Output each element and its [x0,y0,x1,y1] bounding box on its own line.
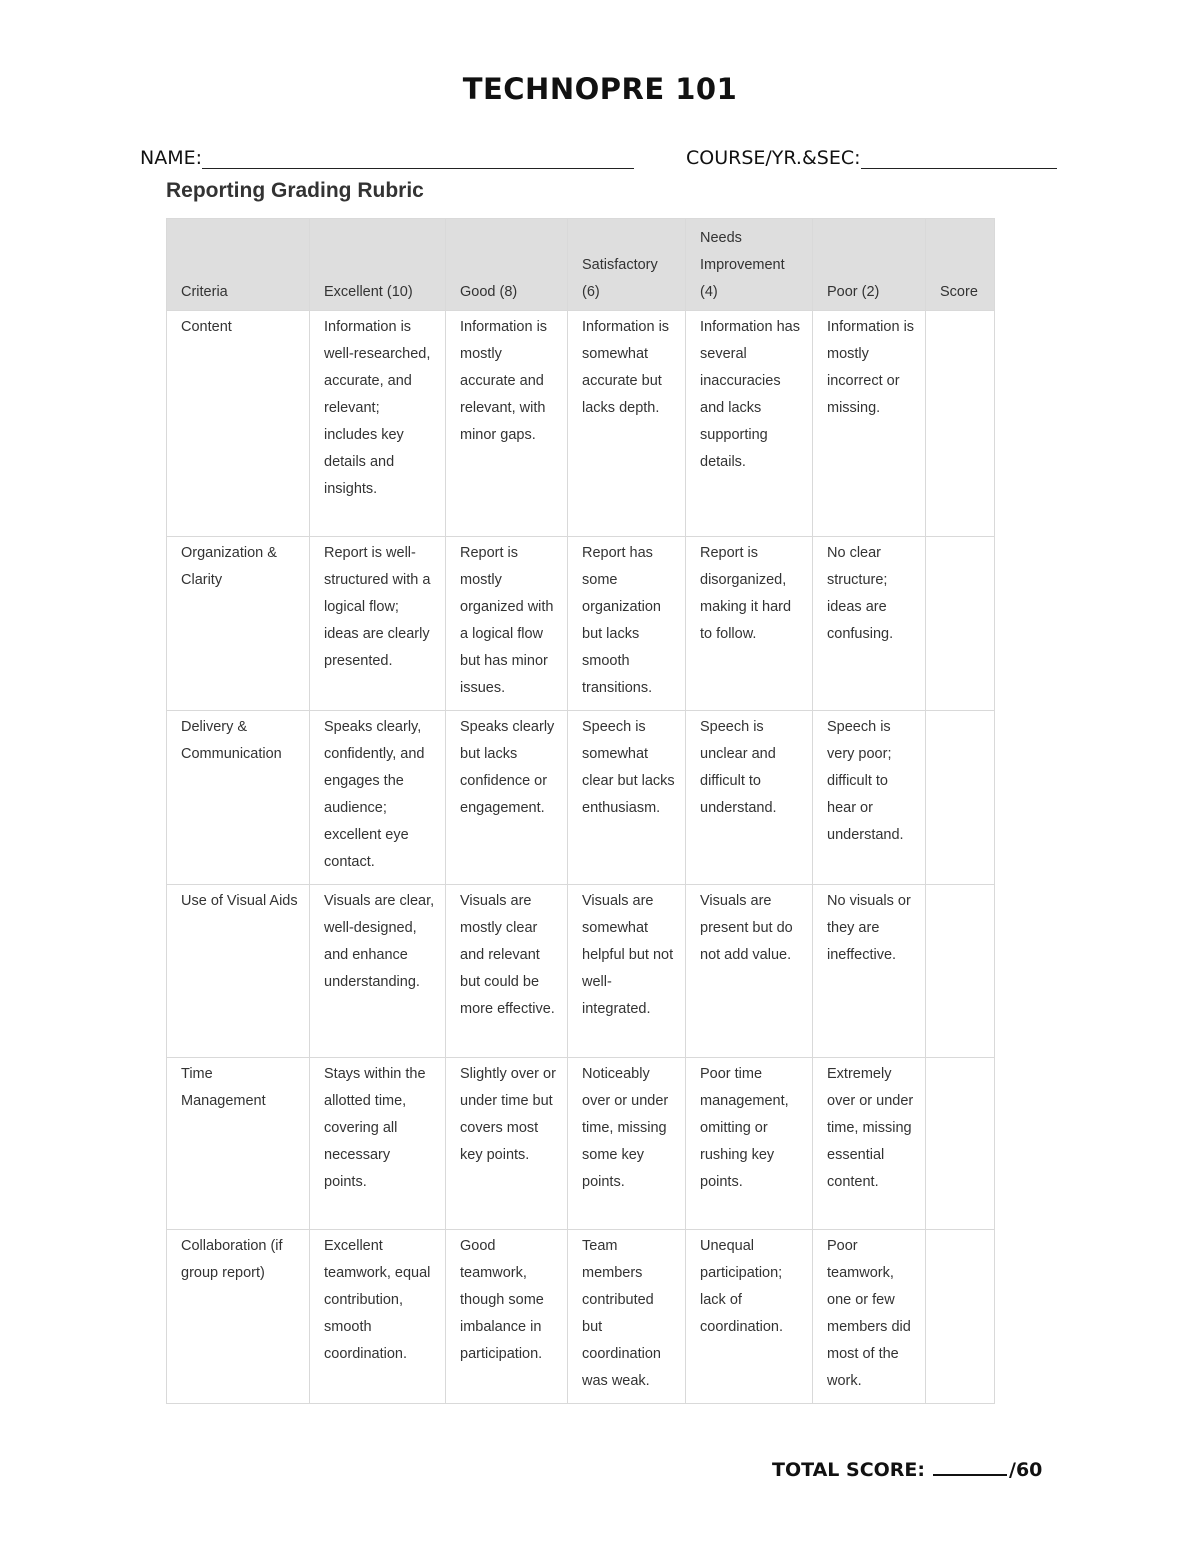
criteria-cell: Use of Visual Aids [167,885,310,1058]
excellent-cell: Speaks clearly, confidently, and engages the audience; excellent eye contact. [310,711,446,885]
rubric-heading: Reporting Grading Rubric [166,179,424,202]
excellent-cell: Information is well-researched, accurate, and relevant; includes key details and insights. [310,311,446,537]
header-row [167,219,995,311]
header-poor: Poor (2) [813,219,926,311]
score-cell[interactable] [926,311,995,537]
poor-cell: Poor teamwork, one or few members did most of the work. [813,1230,926,1404]
satisfactory-cell: Report has some organization but lacks smooth transitions. [568,537,686,711]
needs-improvement-cell: Speech is unclear and difficult to understand. [686,711,813,885]
satisfactory-cell: Speech is somewhat clear but lacks enthusiasm. [568,711,686,885]
good-cell: Slightly over or under time but covers most key points. [446,1058,568,1230]
table-row [167,311,995,537]
criteria-cell: Delivery & Communication [167,711,310,885]
name-blank-line[interactable] [202,146,634,169]
criteria-cell: Content [167,311,310,537]
page-title: TECHNOPRE 101 [462,72,738,106]
header-criteria: Criteria [167,219,310,311]
score-cell[interactable] [926,1058,995,1230]
total-score-max: /60 [1009,1459,1043,1481]
criteria-cell: Organization & Clarity [167,537,310,711]
course-blank-line[interactable] [861,146,1057,169]
needs-improvement-cell: Report is disorganized, making it hard to follow. [686,537,813,711]
total-score [772,1456,1042,1481]
name-field[interactable] [140,146,634,169]
score-cell[interactable] [926,885,995,1058]
excellent-cell: Report is well-structured with a logical flow; ideas are clearly presented. [310,537,446,711]
poor-cell: Extremely over or under time, missing essential content. [813,1058,926,1230]
header-score: Score [926,219,995,311]
needs-improvement-cell: Poor time management, omitting or rushing key points. [686,1058,813,1230]
course-label: COURSE/YR.&SEC: [686,147,861,169]
good-cell: Good teamwork, though some imbalance in participation. [446,1230,568,1404]
total-score-blank[interactable] [933,1456,1007,1476]
total-score-label: TOTAL SCORE: [772,1459,926,1481]
satisfactory-cell: Information is somewhat accurate but lacks depth. [568,311,686,537]
criteria-cell: Time Management [167,1058,310,1230]
table-row [167,711,995,885]
good-cell: Visuals are mostly clear and relevant but could be more effective. [446,885,568,1058]
header-satisfactory: Satisfactory (6) [568,219,686,311]
excellent-cell: Visuals are clear, well-designed, and enhance understanding. [310,885,446,1058]
excellent-cell: Stays within the allotted time, covering all necessary points. [310,1058,446,1230]
good-cell: Report is mostly organized with a logical flow but has minor issues. [446,537,568,711]
needs-improvement-cell: Unequal participation; lack of coordination. [686,1230,813,1404]
poor-cell: Information is mostly incorrect or missing. [813,311,926,537]
table-row [167,537,995,711]
score-cell[interactable] [926,537,995,711]
poor-cell: Speech is very poor; difficult to hear or understand. [813,711,926,885]
course-field[interactable] [686,146,1057,169]
good-cell: Information is mostly accurate and relevant, with minor gaps. [446,311,568,537]
satisfactory-cell: Team members contributed but coordination was weak. [568,1230,686,1404]
score-cell[interactable] [926,711,995,885]
table-row [167,1058,995,1230]
rubric-table [166,218,995,1404]
name-label: NAME: [140,147,203,169]
satisfactory-cell: Noticeably over or under time, missing some key points. [568,1058,686,1230]
poor-cell: No visuals or they are ineffective. [813,885,926,1058]
satisfactory-cell: Visuals are somewhat helpful but not well-integrated. [568,885,686,1058]
header-good: Good (8) [446,219,568,311]
header-needs-improvement: Needs Improvement (4) [686,219,813,311]
table-row [167,885,995,1058]
table-row [167,1230,995,1404]
header-excellent: Excellent (10) [310,219,446,311]
criteria-cell: Collaboration (if group report) [167,1230,310,1404]
poor-cell: No clear structure; ideas are confusing. [813,537,926,711]
needs-improvement-cell: Information has several inaccuracies and lacks supporting details. [686,311,813,537]
excellent-cell: Excellent teamwork, equal contribution, smooth coordination. [310,1230,446,1404]
good-cell: Speaks clearly but lacks confidence or engagement. [446,711,568,885]
needs-improvement-cell: Visuals are present but do not add value. [686,885,813,1058]
score-cell[interactable] [926,1230,995,1404]
